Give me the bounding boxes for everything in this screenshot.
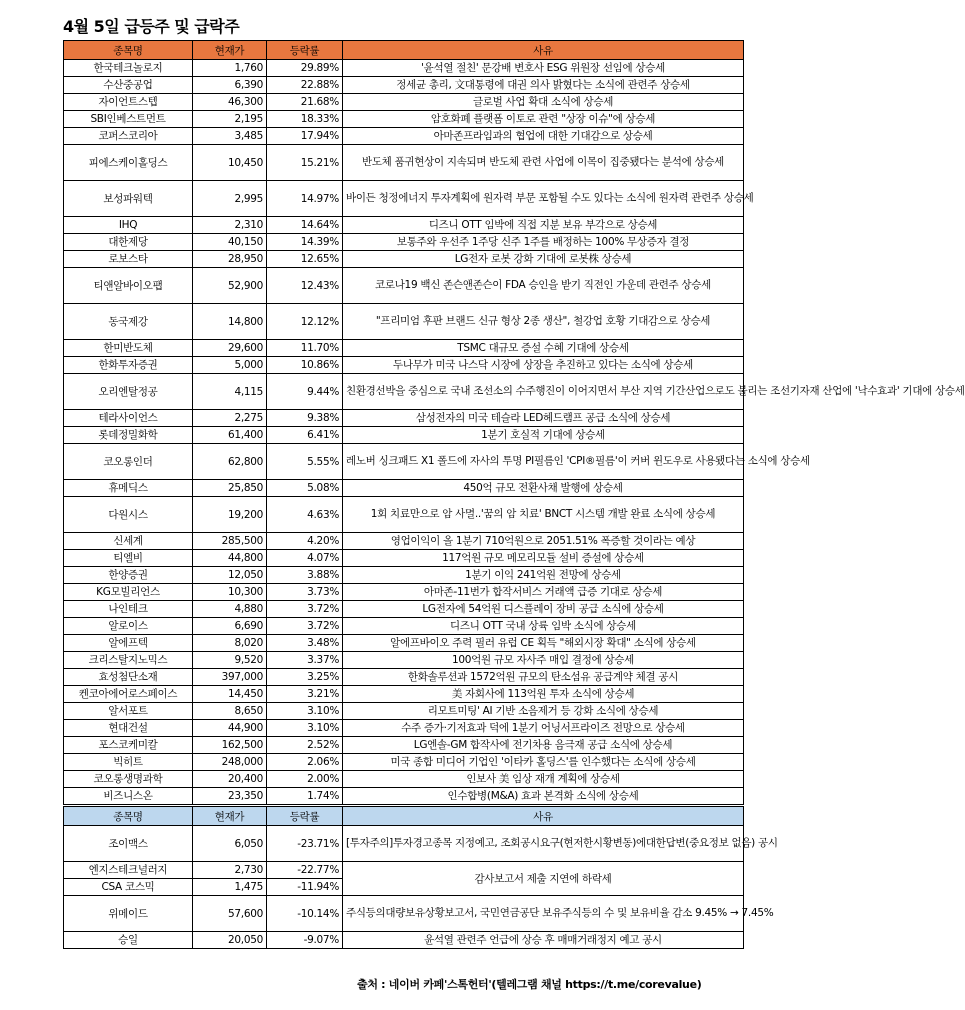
stock-name: 효성첨단소재 [64,669,193,686]
stock-price: 62,800 [193,444,267,480]
stock-name: 한양증권 [64,567,193,584]
table-row [64,788,744,805]
stock-name: 코오롱생명과학 [64,771,193,788]
stock-reason: 코로나19 백신 존슨앤존슨이 FDA 승인을 받기 직전인 가운데 관련주 상승세 [343,268,744,304]
stock-rate: 6.41% [267,427,343,444]
table-row [64,686,744,703]
stock-price: 4,880 [193,601,267,618]
stock-reason: 디즈니 OTT 임박에 직접 지분 보유 부각으로 상승세 [343,217,744,234]
stock-reason: [투자주의]투자경고종목 지정예고, 조회공시요구(현저한시황변동)에대한답변(중요정보 없음) 공시 [343,826,744,862]
stock-price: 20,050 [193,932,267,949]
stock-price: 10,300 [193,584,267,601]
stock-price: 2,195 [193,111,267,128]
stock-name: 포스코케미칼 [64,737,193,754]
stock-rate: 3.21% [267,686,343,703]
table-row [64,251,744,268]
stock-name: 한국테크놀로지 [64,60,193,77]
page-title: 4월 5일 급등주 및 급락주 [63,17,240,36]
stock-rate: 5.55% [267,444,343,480]
table-row [64,217,744,234]
stock-name: 나인테크 [64,601,193,618]
stock-price: 5,000 [193,357,267,374]
stock-price: 285,500 [193,533,267,550]
stock-reason: 아마존프라임과의 협업에 대한 기대감으로 상승세 [343,128,744,145]
stock-rate: 17.94% [267,128,343,145]
stock-reason-merged: 감사보고서 제출 지연에 하락세 [343,862,744,896]
stock-reason: 주식등의대량보유상황보고서, 국민연금공단 보유주식등의 수 및 보유비율 감소 9.45% → 7.45% [343,896,744,932]
losers-body [64,826,778,949]
stock-reason: 친환경선박을 중심으로 국내 조선소의 수주행진이 이어지면서 부산 지역 기간산업으로도 불리는 조선기자재 산업에 '낙수효과' 기대에 상승세 [343,374,744,410]
table-row [64,480,744,497]
stock-price: 8,020 [193,635,267,652]
stock-reason: 영업이익이 올 1분기 710억원으로 2051.51% 폭증할 것이라는 예상 [343,533,744,550]
table-row [64,703,744,720]
table-row [64,533,744,550]
table-row [64,601,744,618]
stock-rate: 4.07% [267,550,343,567]
stock-price: 28,950 [193,251,267,268]
table-row [64,94,744,111]
table-row [64,181,744,217]
stock-price: 25,850 [193,480,267,497]
stock-reason: 윤석열 관련주 언급에 상승 후 매매거래정지 예고 공시 [343,932,744,949]
stock-name: 로보스타 [64,251,193,268]
header-price: 현재가 [193,807,267,826]
stock-reason: 글로벌 사업 확대 소식에 상승세 [343,94,744,111]
header-stock-name: 종목명 [64,807,193,826]
table-row [64,567,744,584]
table-row [64,444,744,480]
stock-reason: "프리미엄 후판 브랜드 신규 형상 2종 생산", 철강업 호황 기대감으로 상승세 [343,304,744,340]
stock-rate: 14.39% [267,234,343,251]
table-row [64,737,744,754]
losers-header-row [64,807,744,826]
stock-rate: 12.12% [267,304,343,340]
stock-reason: 바이든 청정에너지 투자계획에 원자력 부문 포함될 수도 있다는 소식에 원자력 관련주 상승세 [343,181,744,217]
stock-rate: 5.08% [267,480,343,497]
stock-reason: 레노버 싱크패드 X1 폴드에 자사의 투명 PI필름인 'CPI®필름'이 커버 윈도우로 사용됐다는 소식에 상승세 [343,444,744,480]
table-row [64,340,744,357]
stock-reason: 1분기 이익 241억원 전망에 상승세 [343,567,744,584]
stock-reason: LG엔솔-GM 합작사에 전기차용 음극재 공급 소식에 상승세 [343,737,744,754]
stock-reason: 인수합병(M&A) 효과 본격화 소식에 상승세 [343,788,744,805]
stock-rate: -11.94% [267,879,343,896]
stock-name: CSA 코스믹 [64,879,193,896]
stock-rate: 2.52% [267,737,343,754]
header-rate: 등락률 [267,807,343,826]
stock-rate: 2.06% [267,754,343,771]
stock-reason: 1회 치료만으로 암 사멸..'꿈의 암 치료' BNCT 시스템 개발 완료 소식에 상승세 [343,497,744,533]
stock-rate: 3.25% [267,669,343,686]
table-row [64,497,744,533]
stock-name: 티엘비 [64,550,193,567]
stock-rate: 12.65% [267,251,343,268]
table-row [64,60,744,77]
stock-reason: 美 자회사에 113억원 투자 소식에 상승세 [343,686,744,703]
stock-name: 오리엔탈정공 [64,374,193,410]
stock-name: 코오롱인더 [64,444,193,480]
stock-rate: 14.97% [267,181,343,217]
losers-table [63,806,778,949]
stock-rate: 22.88% [267,77,343,94]
table-row [64,720,744,737]
header-reason: 사유 [343,807,744,826]
table-row [64,304,744,340]
stock-rate: 3.37% [267,652,343,669]
stock-rate: 3.10% [267,720,343,737]
stock-reason: 미국 종합 미디어 기업인 '이타카 홀딩스'를 인수했다는 소식에 상승세 [343,754,744,771]
table-row [64,669,744,686]
stock-rate: 3.72% [267,618,343,635]
stock-price: 52,900 [193,268,267,304]
stock-reason: 디즈니 OTT 국내 상륙 임박 소식에 상승세 [343,618,744,635]
stock-rate: 18.33% [267,111,343,128]
stock-name: KG모빌리언스 [64,584,193,601]
stock-price: 248,000 [193,754,267,771]
gainers-table [63,40,965,805]
table-row [64,896,744,932]
stock-reason: 정세균 총리, 文대통령에 대권 의사 밝혔다는 소식에 관련주 상승세 [343,77,744,94]
table-row [64,427,744,444]
stock-name: 알서포트 [64,703,193,720]
stock-rate: 10.86% [267,357,343,374]
stock-price: 12,050 [193,567,267,584]
stock-rate: 9.44% [267,374,343,410]
gainers-body [64,60,965,805]
stock-price: 61,400 [193,427,267,444]
table-row [64,932,744,949]
table-row [64,410,744,427]
stock-price: 9,520 [193,652,267,669]
stock-rate: -10.14% [267,896,343,932]
stock-price: 2,310 [193,217,267,234]
stock-price: 14,800 [193,304,267,340]
table-row [64,652,744,669]
table-row [64,826,744,862]
stock-reason: 1분기 호실적 기대에 상승세 [343,427,744,444]
stock-price: 23,350 [193,788,267,805]
stock-name: 티앤알바이오팹 [64,268,193,304]
stock-price: 10,450 [193,145,267,181]
stock-rate: 21.68% [267,94,343,111]
header-stock-name: 종목명 [64,41,193,60]
stock-name: 엔지스테크널러지 [64,862,193,879]
stock-reason: 보통주와 우선주 1주당 신주 1주를 배정하는 100% 무상증자 결정 [343,234,744,251]
source-credit: 출처 : 네이버 카페'스톡헌터'(텔레그램 채널 https://t.me/corevalue) [357,978,702,991]
stock-reason: 알에프바이오 주력 필러 유럽 CE 획득 "해외시장 확대" 소식에 상승세 [343,635,744,652]
header-reason: 사유 [343,41,744,60]
stock-rate: 9.38% [267,410,343,427]
stock-rate: 3.10% [267,703,343,720]
stock-name: 롯데정밀화학 [64,427,193,444]
stock-price: 1,475 [193,879,267,896]
table-row [64,584,744,601]
stock-price: 6,050 [193,826,267,862]
table-row [64,754,744,771]
stock-rate: 3.88% [267,567,343,584]
stock-rate: 4.63% [267,497,343,533]
stock-name: 코퍼스코리아 [64,128,193,145]
stock-price: 6,690 [193,618,267,635]
stock-price: 20,400 [193,771,267,788]
stock-name: 켄코아에어로스페이스 [64,686,193,703]
stock-name: 크리스탈지노믹스 [64,652,193,669]
stock-reason: 수주 증가·기저효과 덕에 1분기 어닝서프라이즈 전망으로 상승세 [343,720,744,737]
stock-price: 2,730 [193,862,267,879]
table-row [64,635,744,652]
table-row [64,550,744,567]
stock-reason: 아마존-11번가 합작서비스 거래액 급증 기대로 상승세 [343,584,744,601]
stock-rate: -23.71% [267,826,343,862]
stock-price: 4,115 [193,374,267,410]
table-row [64,145,744,181]
stock-rate: 29.89% [267,60,343,77]
stock-price: 1,760 [193,60,267,77]
stock-price: 2,995 [193,181,267,217]
stock-rate: 1.74% [267,788,343,805]
stock-name: SBI인베스트먼트 [64,111,193,128]
stock-name: 한미반도체 [64,340,193,357]
stock-reason: 암호화폐 플랫폼 이토로 관련 "상장 이슈"에 상승세 [343,111,744,128]
table-row [64,128,744,145]
stock-name: 비즈니스온 [64,788,193,805]
stock-name: 신세계 [64,533,193,550]
stock-reason: 두나무가 미국 나스닥 시장에 상장을 추진하고 있다는 소식에 상승세 [343,357,744,374]
table-row [64,862,744,879]
stock-rate: -22.77% [267,862,343,879]
stock-name: 한화투자증권 [64,357,193,374]
stock-name: 위메이드 [64,896,193,932]
stock-rate: 4.20% [267,533,343,550]
header-price: 현재가 [193,41,267,60]
stock-reason: LG전자에 54억원 디스플레이 장비 공급 소식에 상승세 [343,601,744,618]
stock-name: 휴메딕스 [64,480,193,497]
stock-reason: 반도체 품귀현상이 지속되며 반도체 관련 사업에 이목이 집중됐다는 분석에 상승세 [343,145,744,181]
stock-price: 29,600 [193,340,267,357]
table-row [64,374,744,410]
stock-price: 8,650 [193,703,267,720]
stock-price: 14,450 [193,686,267,703]
gainers-header-row [64,41,744,60]
stock-price: 6,390 [193,77,267,94]
table-row [64,357,744,374]
header-rate: 등락률 [267,41,343,60]
stock-name: 다원시스 [64,497,193,533]
stock-rate: -9.07% [267,932,343,949]
stock-name: 알에프텍 [64,635,193,652]
stock-rate: 3.48% [267,635,343,652]
table-row [64,618,744,635]
stock-name: 승일 [64,932,193,949]
stock-price: 44,800 [193,550,267,567]
stock-rate: 15.21% [267,145,343,181]
stock-price: 44,900 [193,720,267,737]
table-row [64,77,744,94]
stock-name: 보성파워텍 [64,181,193,217]
stock-reason: '윤석열 절친' 문강배 변호사 ESG 위원장 선임에 상승세 [343,60,744,77]
stock-name: 현대건설 [64,720,193,737]
stock-name: IHQ [64,217,193,234]
stock-name: 자이언트스텝 [64,94,193,111]
stock-name: 테라사이언스 [64,410,193,427]
stock-rate: 12.43% [267,268,343,304]
table-row [64,268,744,304]
stock-price: 3,485 [193,128,267,145]
table-row [64,771,744,788]
stock-price: 19,200 [193,497,267,533]
stock-price: 397,000 [193,669,267,686]
stock-name: 피에스케이홀딩스 [64,145,193,181]
stock-rate: 3.72% [267,601,343,618]
stock-reason: 450억 규모 전환사채 발행에 상승세 [343,480,744,497]
stock-name: 조이맥스 [64,826,193,862]
stock-reason: 인보사 美 임상 재개 계획에 상승세 [343,771,744,788]
stock-reason: 리모트미팅' AI 기반 소음제거 등 강화 소식에 상승세 [343,703,744,720]
stock-price: 2,275 [193,410,267,427]
stock-reason: 한화솔루션과 1572억원 규모의 탄소섬유 공급계약 체결 공시 [343,669,744,686]
stock-name: 수산중공업 [64,77,193,94]
stock-name: 빅히트 [64,754,193,771]
stock-rate: 11.70% [267,340,343,357]
stock-reason: 삼성전자의 미국 테슬라 LED헤드램프 공급 소식에 상승세 [343,410,744,427]
stock-rate: 2.00% [267,771,343,788]
stock-reason: 117억원 규모 메모리모듈 설비 증설에 상승세 [343,550,744,567]
stock-price: 162,500 [193,737,267,754]
stock-name: 대한제당 [64,234,193,251]
stock-name: 동국제강 [64,304,193,340]
stock-reason: 100억원 규모 자사주 매입 결정에 상승세 [343,652,744,669]
stock-name: 알로이스 [64,618,193,635]
table-row [64,111,744,128]
stock-rate: 3.73% [267,584,343,601]
stock-price: 46,300 [193,94,267,111]
stock-reason: TSMC 대규모 증설 수혜 기대에 상승세 [343,340,744,357]
stock-price: 40,150 [193,234,267,251]
stock-rate: 14.64% [267,217,343,234]
stock-reason: LG전자 로봇 강화 기대에 로봇株 상승세 [343,251,744,268]
table-row [64,234,744,251]
stock-price: 57,600 [193,896,267,932]
